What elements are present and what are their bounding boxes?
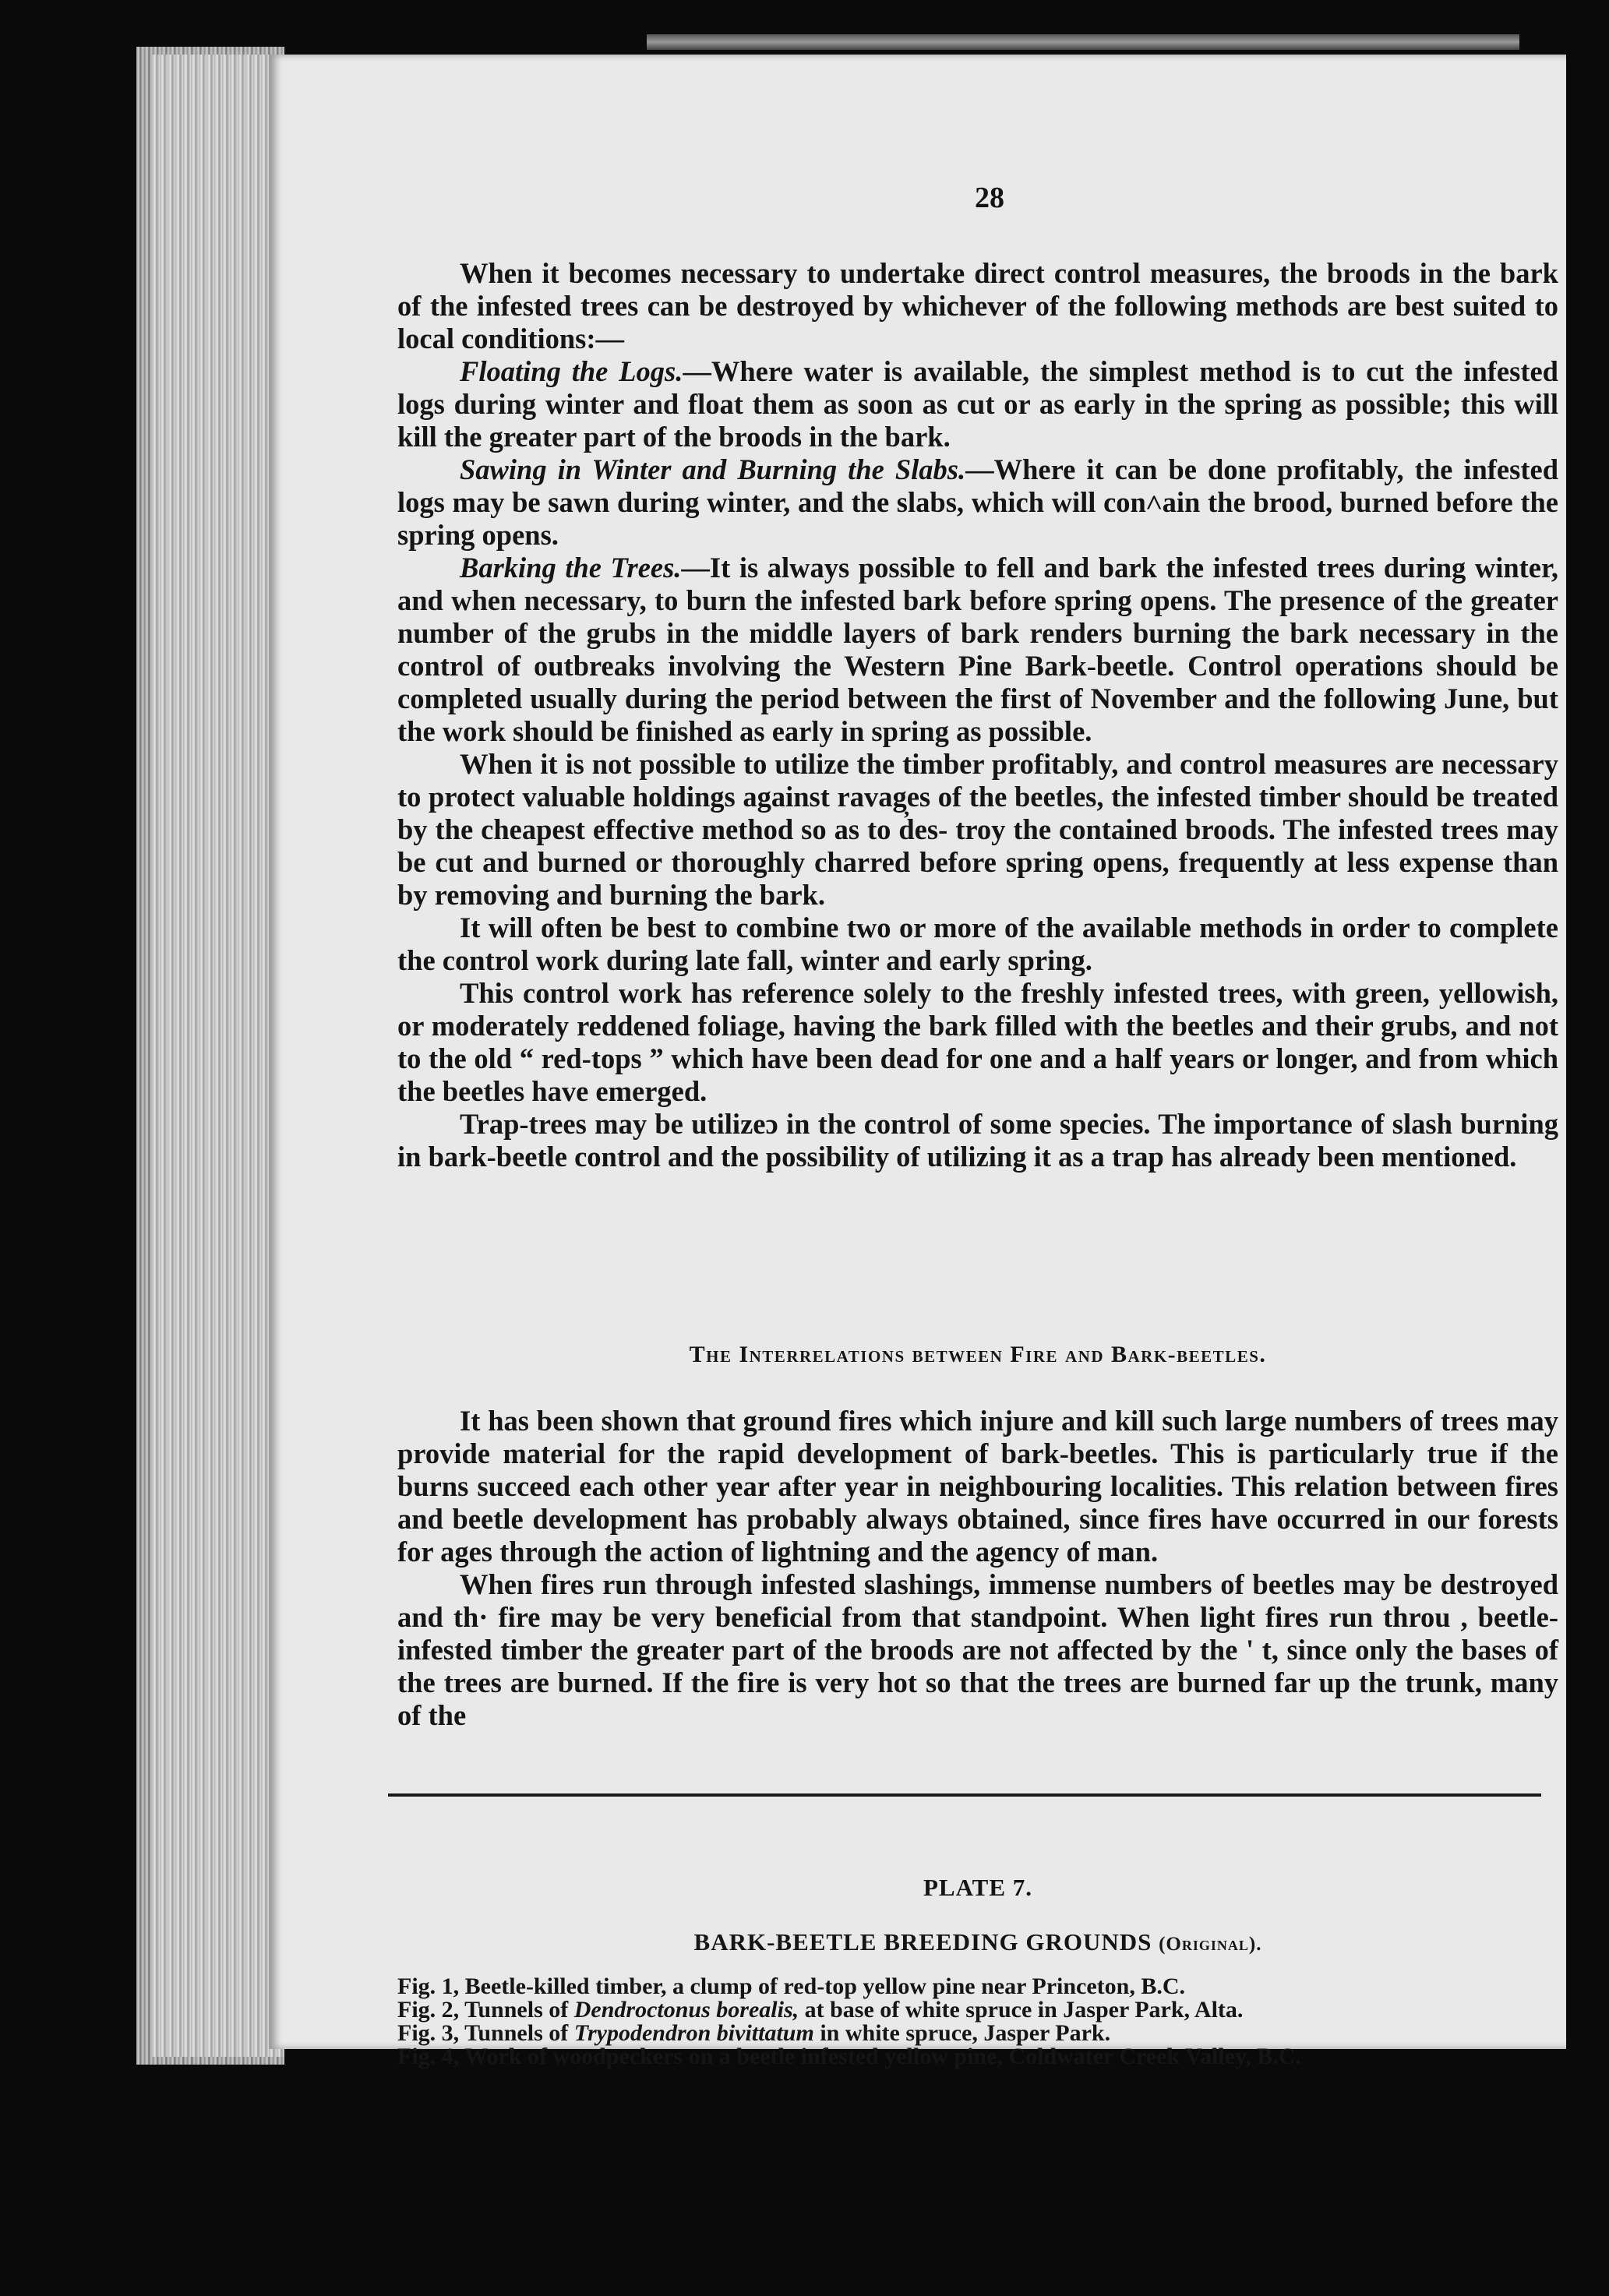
paragraph-text: It will often be best to combine two or more of the available methods in order to complete the control work during late fall, winter and early spring. — [397, 912, 1558, 976]
figure-caption — [397, 1998, 1558, 2022]
plate-subtitle-note: (Original). — [1159, 1934, 1262, 1955]
paragraph — [397, 1108, 1558, 1173]
paragraph — [397, 977, 1558, 1108]
figure-caption-text: in white spruce, Jasper Park. — [813, 2020, 1111, 2046]
paragraph-run-in: Barking the Trees. — [460, 552, 682, 584]
plate-subtitle-text: BARK-BEETLE BREEDING GROUNDS — [693, 1928, 1152, 1956]
paragraph-text: Trap-trees may be utilizeɔ in the control of some species. The importance of slash burning in bark-beetle control and the possibility of utilizing it as a trap has already been mentioned. — [397, 1108, 1558, 1173]
figure-caption-species: Dendroctonus borealis, — [573, 1997, 799, 2023]
figure-caption-text: Fig. 4, Work of woodpeckers on a beetle infested yellow pine, Coldwater Creek Valley, B.C. — [397, 2044, 1301, 2069]
paragraph-text: —Where it can be done profitably, the infested logs may be sawn during winter, and the slabs, which will con˄ain the brood, burned before the spring opens. — [397, 453, 1558, 551]
paragraph-text: This control work has reference solely to the freshly infested trees, with green, yellowish, or moderately reddened foliage, having the bark filled with the beetles and their grubs, and not to the old “ red-tops ” which have been dead for one and a half years or longer, and from which the beetles have emerged. — [397, 977, 1558, 1107]
figure-caption-text: at base of white spruce in Jasper Park, Alta. — [799, 1997, 1244, 2023]
page-edge-stack-inner — [152, 55, 284, 2057]
paragraph-text: —Where water is available, the simplest method is to cut the infested logs during winter and float them as soon as cut or as early in the spring as possible; this will kill the greater part of the broods in the bark. — [397, 355, 1558, 453]
plate-title: PLATE 7. — [923, 1874, 1033, 1901]
paragraph — [397, 748, 1558, 912]
paragraph-text: When it is not possible to utilize the timber profitably, and control measures are necessary to protect valuable holdings against ravages of the beetles, the infested timber should be treated by the cheapest effective method so as to d̓es- troy the contained broods. The infested trees may be cut and burned or thoroughly charred before spring opens, frequently at less expense than by removing and burning the bark. — [397, 748, 1558, 911]
paragraph — [397, 552, 1558, 748]
paragraph-text: —It is always possible to fell and bark the infested trees during winter, and when necessary, to burn the infested bark before spring opens. The presence of the greater number of the grubs in the middle layers of bark renders burning the bark necessary in the control of outbreaks involving the Western Pine Bark-beetle. Control operations should be completed usually during the period between the first of November and the following June, but the work should be finished as early in spring as possible. — [397, 552, 1558, 747]
figure-caption-species: Trypodendron bivittatum — [573, 2020, 814, 2046]
paragraph — [397, 912, 1558, 977]
figure-caption-list — [397, 1975, 1558, 2069]
plate-subtitle — [397, 1928, 1558, 1956]
body-text — [397, 257, 1558, 1173]
body-text-section-2 — [397, 1405, 1558, 1732]
top-page-edge — [647, 34, 1519, 50]
paragraph: When fires run through infested slashings, immense numbers of beetles may be destroyed and th· fire may be very beneficial from that standpoint. When light fires run throu , beetle-infested timber the greater part of the broods are not affected by the ' t, since only the bases of the trees are burned. If the fire is very hot so that the trees are burned far up the trunk, many of the — [397, 1568, 1558, 1731]
figure-caption — [397, 1975, 1558, 1998]
figure-caption — [397, 2045, 1558, 2069]
paragraph — [397, 355, 1558, 453]
figure-caption-text: Fig. 3, Tunnels of — [397, 2020, 574, 2046]
figure-caption-text: Fig. 2, Tunnels of — [397, 1997, 574, 2023]
paragraph-run-in: Sawing in Winter and Burning the Slabs. — [460, 453, 966, 485]
paragraph: It has been shown that ground fires which injure and kill such large numbers of trees may provide material for the rapid development of bark-beetles. This is particularly true if the burns succeed each other year after year in neighbouring localities. This relation between fires and beetle development has probably always obtained, since fires have occurred in our forests for ages through the action of lightning and the agency of man. — [397, 1405, 1558, 1568]
page-number: 28 — [975, 182, 1004, 214]
paragraph — [397, 453, 1558, 552]
horizontal-rule — [388, 1793, 1541, 1797]
section-heading: The Interrelations between Fire and Bark-beetles. — [689, 1342, 1267, 1367]
figure-caption — [397, 2022, 1558, 2045]
paragraph-text: When it becomes necessary to undertake direct control measures, the broods in the bark of the infested trees can be destroyed by whichever of the following methods are best suited to local conditions:— — [397, 257, 1558, 354]
paragraph — [397, 257, 1558, 355]
paragraph-run-in: Floating the Logs. — [460, 355, 683, 387]
figure-caption-text: Fig. 1, Beetle-killed timber, a clump of red-top yellow pine near Princeton, B.C. — [397, 1973, 1186, 1999]
